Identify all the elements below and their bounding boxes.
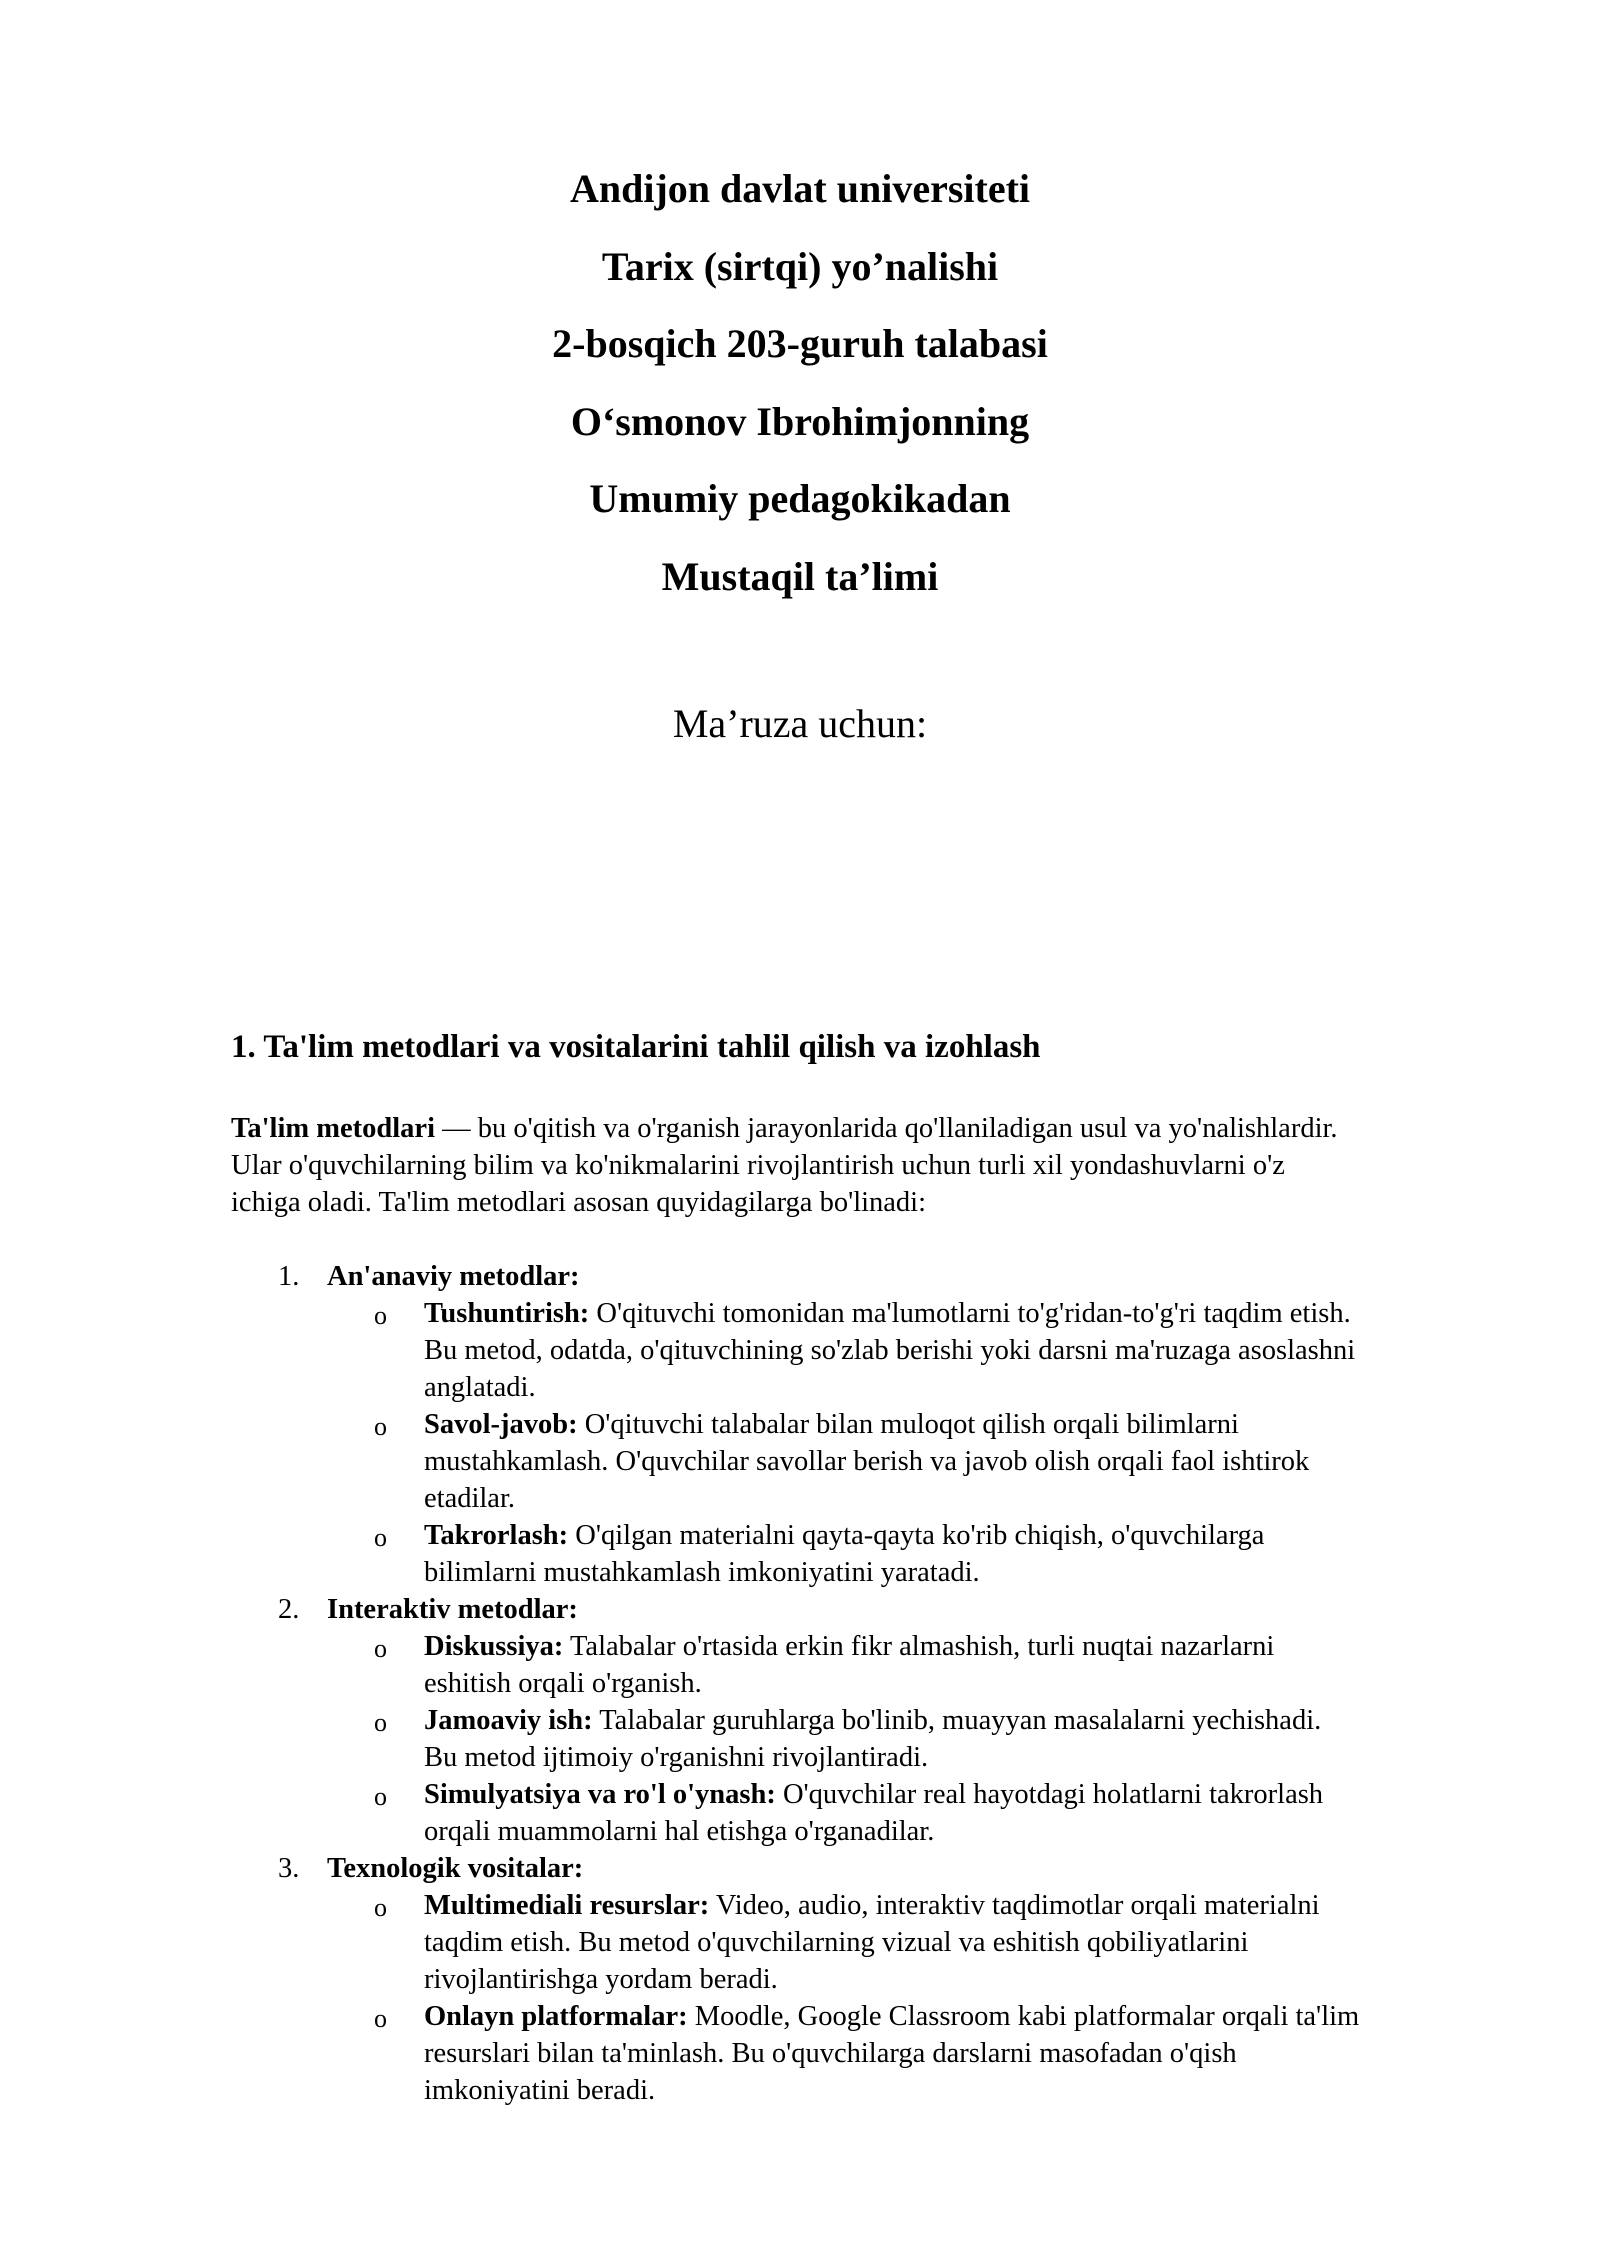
sub-item-text: Bu metod, odatda, o'qituvchining so'zlab berishi yoki darsni ma'ruzaga asoslashni	[424, 1335, 1356, 1366]
sub-list-item	[231, 1998, 1551, 2109]
intro-term: Ta'lim metodlari	[231, 1113, 435, 1144]
sub-item-text: orqali muammolarni hal etishga o'rganadilar.	[424, 1816, 935, 1847]
sub-item-text: Bu metod ijtimoiy o'rganishni rivojlantiradi.	[424, 1742, 929, 1773]
list-item-number: 2.	[278, 1594, 300, 1625]
sub-item-line	[424, 1776, 1551, 1813]
sub-list-item	[231, 1887, 1551, 1998]
sub-item-line	[424, 1702, 1551, 1739]
sub-item-text: resurslari bilan ta'minlash. Bu o'quvchilarga darslarni masofadan o'qish	[424, 2038, 1237, 2069]
bullet-icon: o	[374, 2004, 387, 2033]
sub-item-text: Moodle, Google Classroom kabi platformalar orqali ta'lim	[687, 2001, 1360, 2032]
bullet-icon: o	[374, 1782, 387, 1811]
bullet-icon: o	[374, 1893, 387, 1922]
list-item-title: An'anaviy metodlar:	[327, 1261, 580, 1292]
sub-item-text: Talabalar o'rtasida erkin fikr almashish, turli nuqtai nazarlarni	[563, 1631, 1275, 1662]
sub-item-line	[424, 1998, 1551, 2035]
list-item-number: 1.	[278, 1261, 300, 1292]
sub-item-text: Talabalar guruhlarga bo'linib, muayyan masalalarni yechishadi.	[592, 1705, 1322, 1736]
title-line-direction: Tarix (sirtqi) yo’nalishi	[601, 243, 999, 289]
sub-item-term: Multimediali resurslar:	[424, 1890, 710, 1921]
intro-paragraph	[231, 1110, 1531, 1221]
sub-list-item	[231, 1517, 1551, 1591]
list-item-title: Interaktiv metodlar:	[327, 1594, 578, 1625]
sub-item-term: Onlayn platformalar:	[424, 2001, 688, 2032]
intro-line1-text: — bu o'qitish va o'rganish jarayonlarida qo'llaniladigan usul va yo'nalishlardir.	[434, 1113, 1338, 1144]
intro-line2-text: Ular o'quvchilarning bilim va ko'nikmalarini rivojlantirish uchun turli xil yondashuvlarni o'z	[231, 1150, 1285, 1181]
methods-list	[231, 1258, 1551, 2109]
sub-list-item	[231, 1295, 1551, 1406]
title-line-work-type: Mustaqil ta’limi	[661, 553, 939, 599]
sub-item-line	[424, 1887, 1551, 1924]
list-item	[231, 1258, 1551, 1591]
sub-item-text: O'qituvchi talabalar bilan muloqot qilish orqali bilimlarni	[577, 1409, 1239, 1440]
title-line-university: Andijon davlat universiteti	[569, 166, 1031, 211]
bullet-icon: o	[374, 1412, 387, 1441]
sub-item-line	[424, 1295, 1551, 1332]
bullet-icon: o	[374, 1523, 387, 1552]
sub-item-term: Savol-javob:	[424, 1409, 578, 1440]
sub-item-text: etadilar.	[424, 1483, 515, 1514]
sub-item-term: Tushuntirish:	[424, 1298, 590, 1329]
sub-item-text: rivojlantirishga yordam beradi.	[424, 1964, 778, 1995]
lecture-subtitle: Ma’ruza uchun:	[672, 701, 928, 746]
sub-item-text: eshitish orqali o'rganish.	[424, 1668, 702, 1699]
sub-item-term: Jamoaviy ish:	[424, 1705, 593, 1736]
sub-item-text: O'qilgan materialni qayta-qayta ko'rib chiqish, o'quvchilarga	[568, 1520, 1265, 1551]
sub-item-text: O'qituvchi tomonidan ma'lumotlarni to'g'ridan-to'g'ri taqdim etish.	[589, 1298, 1351, 1329]
title-block	[0, 150, 1600, 615]
bullet-icon: o	[374, 1634, 387, 1663]
sub-item-text: bilimlarni mustahkamlash imkoniyatini yaratadi.	[424, 1557, 980, 1588]
sub-item-text: O'quvchilar real hayotdagi holatlarni takrorlash	[775, 1779, 1324, 1810]
list-item	[231, 1850, 1551, 2109]
title-line-group: 2-bosqich 203-guruh talabasi	[552, 321, 1048, 366]
list-item-title: Texnologik vositalar:	[327, 1853, 584, 1884]
sub-item-text: taqdim etish. Bu metod o'quvchilarning vizual va eshitish qobiliyatlarini	[424, 1927, 1249, 1958]
bullet-icon: o	[374, 1708, 387, 1737]
section-heading: 1. Ta'lim metodlari va vositalarini tahlil qilish va izohlash	[231, 1029, 1041, 1065]
intro-line3-text: ichiga oladi. Ta'lim metodlari asosan quyidagilarga bo'linadi:	[231, 1187, 927, 1218]
list-item-number: 3.	[278, 1853, 300, 1884]
sub-item-term: Takrorlash:	[424, 1520, 569, 1551]
bullet-icon: o	[374, 1301, 387, 1330]
intro-line	[231, 1110, 1531, 1147]
sub-item-line	[424, 1406, 1551, 1443]
sub-list-item	[231, 1628, 1551, 1702]
title-line-student: O‘smonov Ibrohimjonning	[570, 398, 1030, 444]
sub-item-line	[424, 1517, 1551, 1554]
sub-list-item	[231, 1702, 1551, 1776]
sub-item-line	[424, 1628, 1551, 1665]
sub-item-term: Diskussiya:	[424, 1631, 564, 1662]
sub-list-item	[231, 1776, 1551, 1850]
sub-item-term: Simulyatsiya va ro'l o'ynash:	[424, 1779, 776, 1810]
sub-item-text: anglatadi.	[424, 1372, 536, 1403]
sub-item-text: mustahkamlash. O'quvchilar savollar berish va javob olish orqali faol ishtirok	[424, 1446, 1310, 1477]
sub-item-text: Video, audio, interaktiv taqdimotlar orqali materialni	[709, 1890, 1320, 1921]
sub-item-text: imkoniyatini beradi.	[424, 2075, 656, 2106]
list-item	[231, 1591, 1551, 1850]
title-line-subject: Umumiy pedagokikadan	[589, 476, 1011, 521]
sub-list-item	[231, 1406, 1551, 1517]
